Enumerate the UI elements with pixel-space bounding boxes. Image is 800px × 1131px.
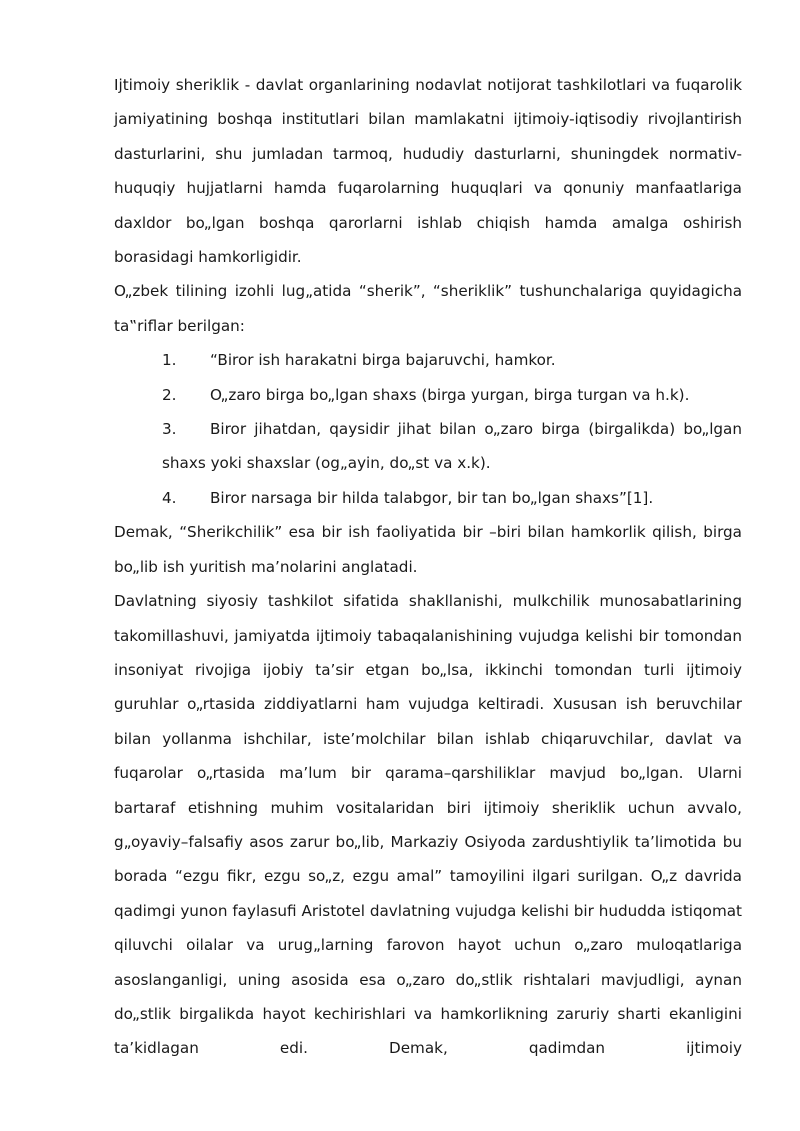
list-item (162, 343, 742, 377)
list-item-text: “Biror ish harakatni birga bajaruvchi, hamkor. (210, 351, 556, 370)
list-item-number: 1. (162, 351, 177, 370)
list-item-text: Biror narsaga bir hilda talabgor, bir tan bo„lgan shaxs”[1]. (210, 488, 654, 507)
list-item-continuation: shaxs yoki shaxslar (og„ayin, do„st va x.k). (162, 454, 491, 473)
list-item (162, 378, 742, 412)
list-item-number: 4. (162, 488, 177, 507)
paragraph-history: Davlatning siyosiy tashkilot sifatida shakllanishi, mulkchilik munosabatlarining takomillashuvi, jamiyatda ijtimoiy tabaqalanishining vujudga kelishi bir tomondan insoniyat rivojiga ijobiy ta’sir etgan bo„lsa, ikkinchi tomondan turli ijtimoiy guruhlar o„rtasida ziddiyatlarni ham vujudga keltiradi. Xususan ish beruvchilar bilan yollanma ishchilar, iste’molchilar bilan ishlab chiqaruvchilar, davlat va fuqarolar o„rtasida ma’lum bir qarama–qarshiliklar mavjud bo„lgan. Ularni bartaraf etishning muhim vositalaridan biri ijtimoiy sheriklik uchun avvalo, g„oyaviy–falsafiy asos zarur bo„lib, Markaziy Osiyoda zardushtiylik ta’limotida bu borada “ezgu fikr, ezgu so„z, ezgu amal” tamoyilini ilgari surilgan. O„z davrida qadimgi yunon faylasufi Aristotel davlatning vujudga kelishi bir hududda istiqomat qiluvchi oilalar va urug„larning farovon hayot uchun o„zaro muloqatlariga asoslanganligi, uning asosida esa o„zaro do„stlik rishtalari mavjudligi, aynan do„stlik birgalikda hayot kechirishlari va hamkorlikning zaruriy sharti ekanligini ta’kidlagan edi. Demak, qadimdan ijtimoiy (114, 592, 742, 1058)
list-item-number: 3. (162, 420, 177, 439)
definition-list (114, 343, 742, 515)
document-page (114, 68, 742, 1066)
paragraph-dictionary-intro: O„zbek tilining izohli lug„atida “sherik”, “sheriklik” tushunchalariga quyidagicha ta‟riflar berilgan: (114, 282, 742, 335)
list-item-number: 2. (162, 385, 177, 404)
list-item (162, 412, 742, 446)
list-item-text: O„zaro birga bo„lgan shaxs (birga yurgan, birga turgan va h.k). (210, 385, 690, 404)
paragraph-sherikchilik: Demak, “Sherikchilik” esa bir ish faoliyatida bir –biri bilan hamkorlik qilish, birga bo„lib ish yuritish ma’nolarini anglatadi. (114, 523, 742, 576)
list-item-text: Biror jihatdan, qaysidir jihat bilan o„zaro birga (birgalikda) bo„lgan (210, 420, 742, 439)
list-item (162, 481, 742, 515)
paragraph-definition: Ijtimoiy sheriklik - davlat organlarining nodavlat notijorat tashkilotlari va fuqarolik jamiyatining boshqa institutlari bilan mamlakatni ijtimoiy-iqtisodiy rivojlantirish dasturlarini, shu jumladan tarmoq, hududiy dasturlarni, shuningdek normativ-huquqiy hujjatlarni hamda fuqarolarning huquqlari va qonuniy manfaatlariga daxldor bo„lgan boshqa qarorlarni ishlab chiqish hamda amalga oshirish borasidagi hamkorligidir. (114, 76, 742, 267)
